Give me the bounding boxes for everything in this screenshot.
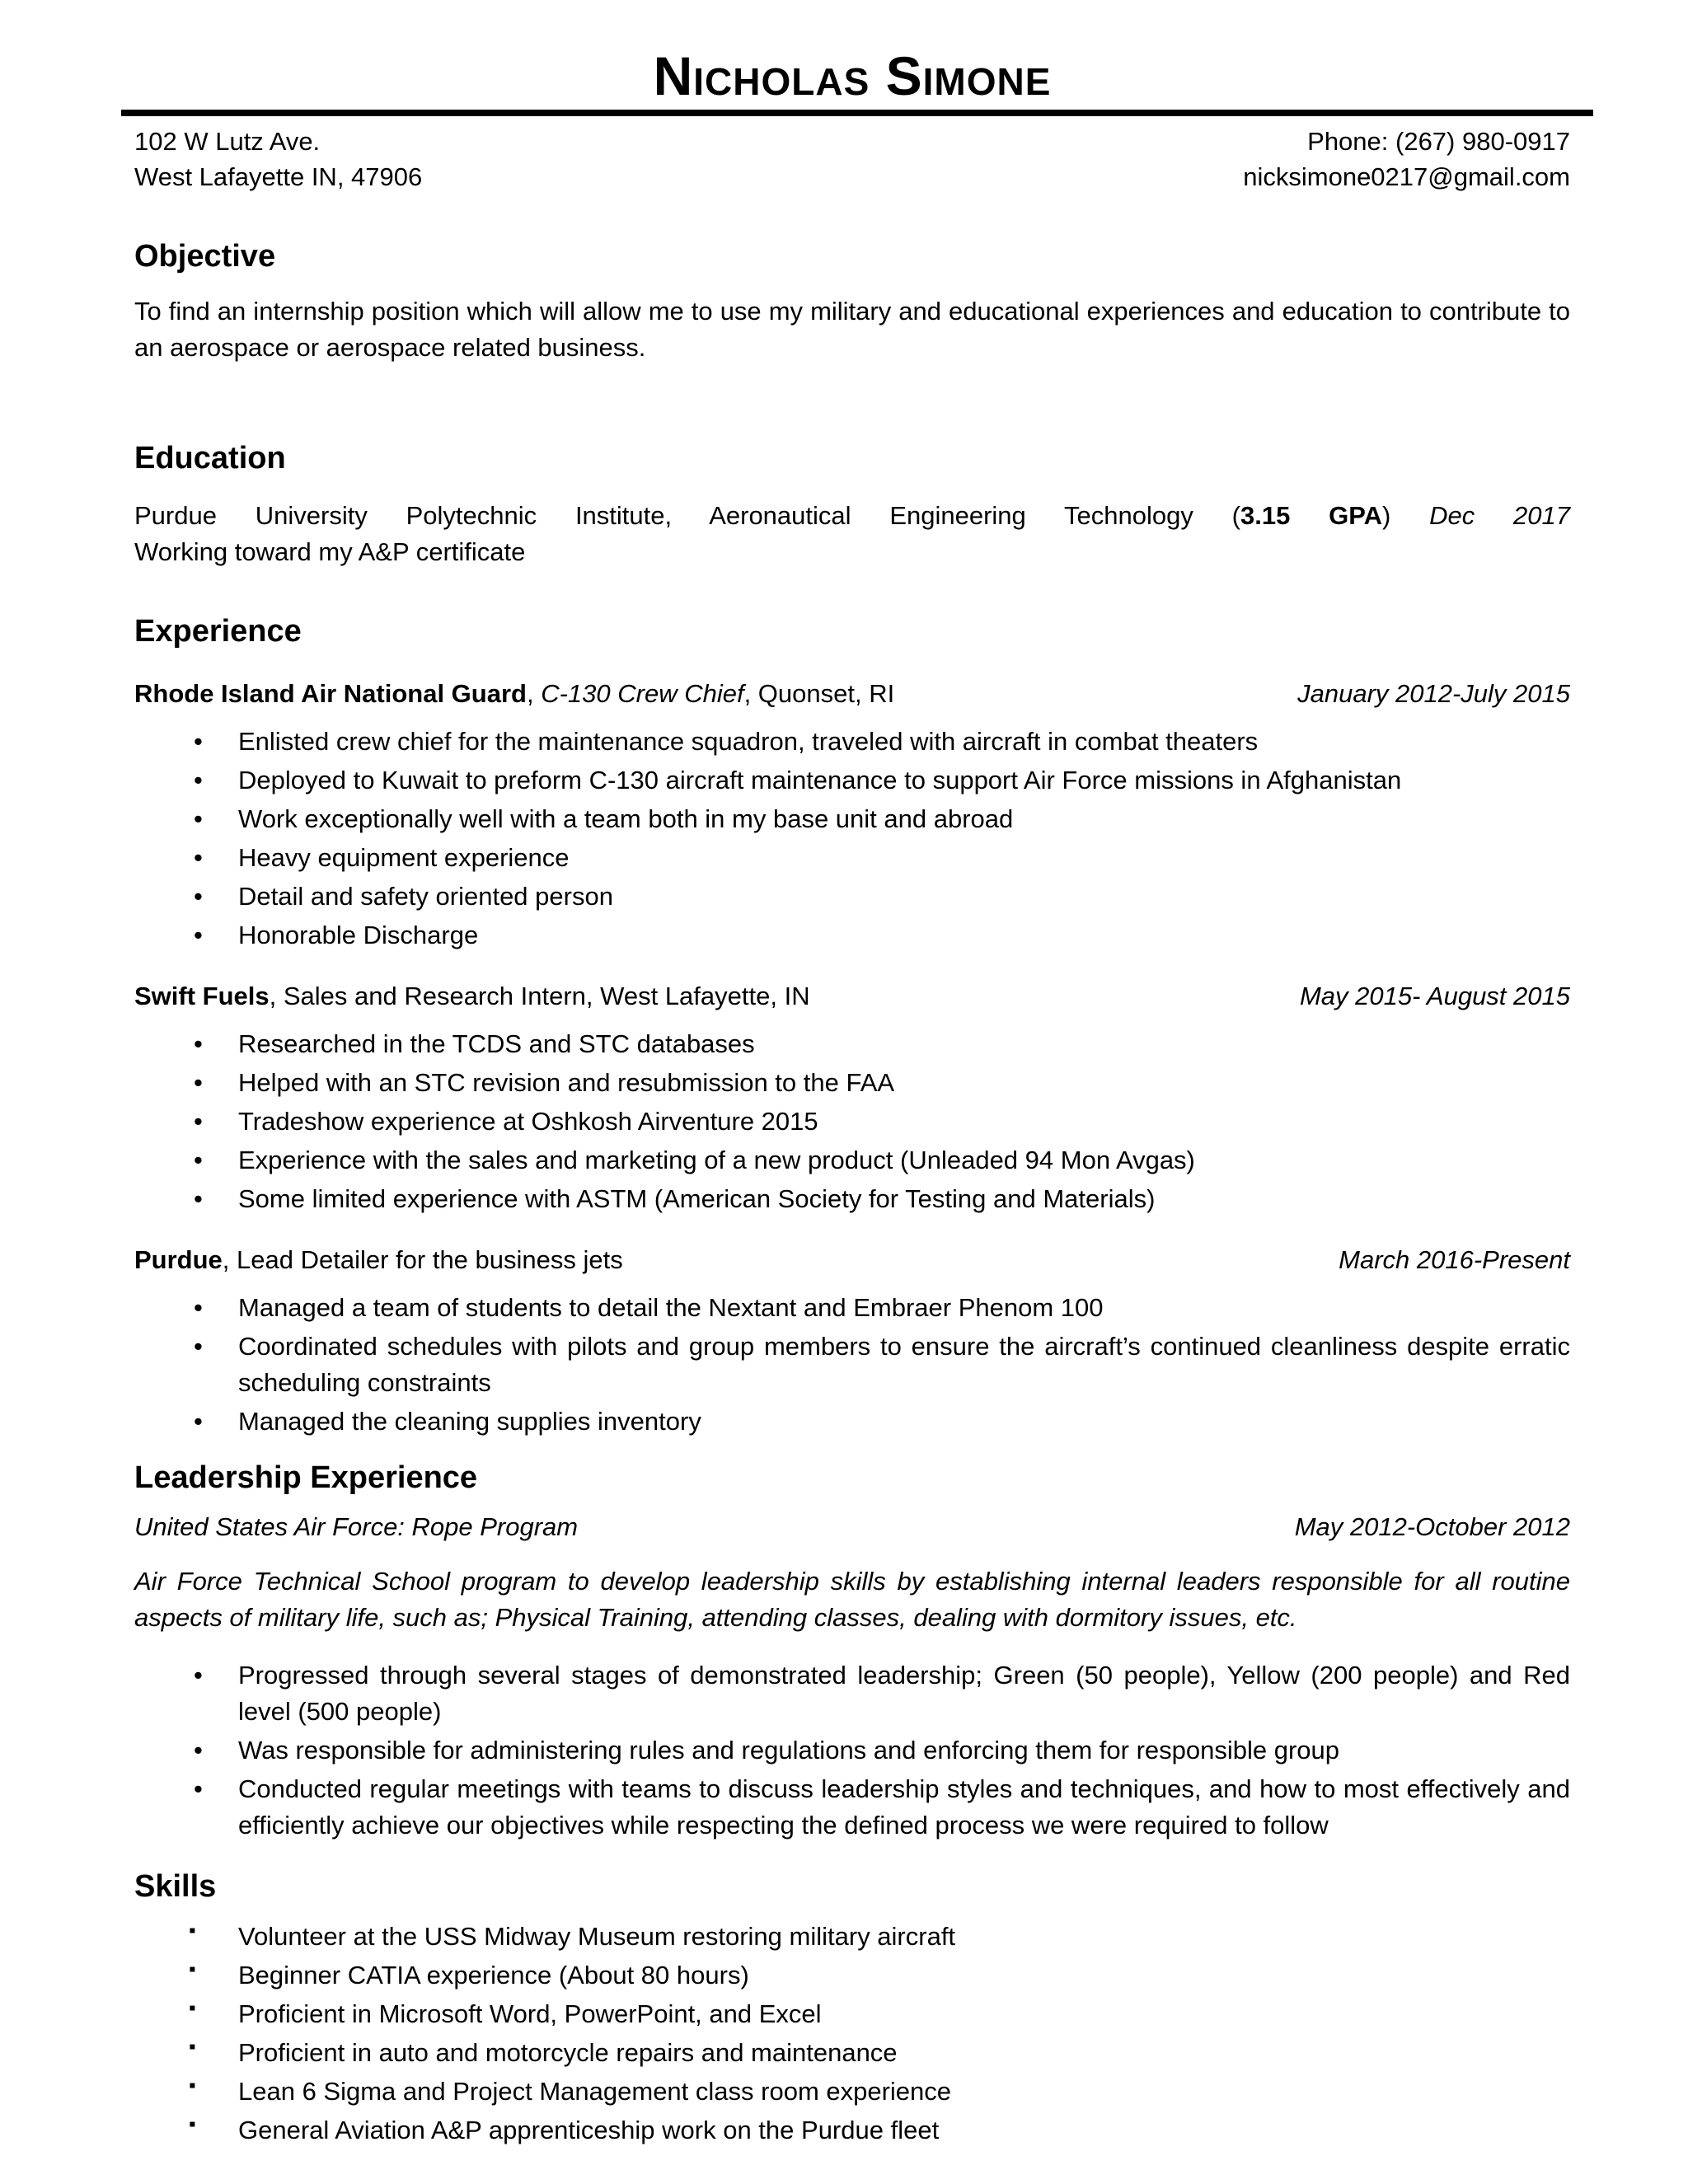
degree-close: ): [1381, 501, 1430, 531]
separator: ,: [526, 678, 542, 708]
contact-block: [134, 124, 1570, 195]
job-dates: March 2016-Present: [1339, 1244, 1570, 1274]
separator: ,: [222, 1244, 237, 1274]
bullet-item: ▪ Beginner CATIA experience (About 80 hours): [134, 1957, 1570, 1994]
job-dates: May 2015- August 2015: [1299, 981, 1570, 1010]
employer-name: Rhode Island Air National Guard: [134, 678, 527, 708]
education-certificate-line: Working toward my A&P certificate: [134, 537, 526, 567]
bullet-item: • Progressed through several stages of demonstrated leadership; Green (50 people), Yellow (200 people) and Red level (500 people): [134, 1657, 1570, 1730]
leadership-program-line: [134, 1509, 1570, 1545]
job-role: C-130 Crew Chief: [541, 678, 744, 708]
bullet-item: • Experience with the sales and marketing of a new product (Unleaded 94 Mon Avgas): [134, 1142, 1570, 1179]
graduation-date: Dec 2017: [1429, 501, 1570, 531]
bullet-item: • Detail and safety oriented person: [134, 879, 1570, 915]
bullet-item: • Helped with an STC revision and resubmission to the FAA: [134, 1065, 1570, 1101]
job-header-purdue: [134, 1242, 1570, 1278]
bullet-item: • Managed a team of students to detail the Nextant and Embraer Phenom 100: [134, 1290, 1570, 1326]
separator: ,: [269, 981, 284, 1010]
experience-heading: Experience: [134, 614, 302, 649]
person-name: Nicholas Simone: [653, 45, 1052, 106]
section-objective: [134, 238, 1570, 367]
job-dates: January 2012-July 2015: [1297, 678, 1570, 708]
section-leadership: [134, 1460, 1570, 1844]
bullet-item: ▪ Lean 6 Sigma and Project Management class room experience: [134, 2074, 1570, 2110]
job-location: , Quonset, RI: [743, 678, 895, 708]
education-heading: Education: [134, 441, 286, 476]
job-title-line: [134, 676, 894, 712]
email-address: nicksimone0217@gmail.com: [1243, 162, 1570, 192]
job-bullet-list: [134, 1290, 1570, 1440]
bullet-item: • Tradeshow experience at Oshkosh Airventure 2015: [134, 1104, 1570, 1140]
bullet-item: ▪ Proficient in auto and motorcycle repairs and maintenance: [134, 2035, 1570, 2071]
job-location: Sales and Research Intern, West Lafayette, IN: [283, 981, 810, 1010]
bullet-item: • Was responsible for administering rules and regulations and enforcing them for responsible group: [134, 1732, 1570, 1769]
bullet-item: • Work exceptionally well with a team both in my base unit and abroad: [134, 801, 1570, 837]
leadership-heading: Leadership Experience: [134, 1460, 478, 1495]
bullet-item: • Researched in the TCDS and STC databases: [134, 1026, 1570, 1062]
job-title-line: [134, 1242, 623, 1278]
job-bullet-list: [134, 724, 1570, 954]
bullet-item: • Managed the cleaning supplies inventory: [134, 1404, 1570, 1440]
education-degree-line: [134, 498, 1570, 534]
job-title-line: [134, 978, 810, 1015]
section-skills: [134, 1868, 1570, 2149]
bullet-item: • Heavy equipment experience: [134, 840, 1570, 876]
job-header-swift-fuels: [134, 978, 1570, 1015]
employer-name: Purdue: [134, 1244, 223, 1274]
objective-text: To find an internship position which will allow me to use my military and educational experiences and education to contribute to an aerospace or aerospace related business.: [134, 297, 1570, 363]
job-header-rhode-island: [134, 676, 1570, 712]
skills-bullet-list: [134, 1919, 1570, 2149]
phone-number: Phone: (267) 980-0917: [1307, 127, 1570, 157]
address-line-2: West Lafayette IN, 47906: [134, 162, 423, 192]
objective-heading: Objective: [134, 238, 276, 274]
bullet-item: • Honorable Discharge: [134, 917, 1570, 954]
leadership-description: Air Force Technical School program to develop leadership skills by establishing internal leaders responsible for all routine aspects of military life, such as; Physical Training, attending classes, dealing with dormitory issues, etc.: [134, 1566, 1570, 1632]
bullet-item: • Coordinated schedules with pilots and group members to ensure the aircraft’s continued cleanliness despite erratic scheduling constraints: [134, 1329, 1570, 1401]
header-divider: [121, 110, 1593, 116]
employer-name: Swift Fuels: [134, 981, 270, 1010]
gpa-value: 3.15 GPA: [1240, 501, 1382, 531]
program-name: United States Air Force: Rope Program: [134, 1511, 579, 1541]
bullet-item: • Deployed to Kuwait to preform C-130 aircraft maintenance to support Air Force missions in Afghanistan: [134, 762, 1570, 799]
bullet-item: • Conducted regular meetings with teams to discuss leadership styles and techniques, and how to most effectively and efficiently achieve our objectives while respecting the defined process we were required to follow: [134, 1771, 1570, 1844]
bullet-item: ▪ General Aviation A&P apprenticeship work on the Purdue fleet: [134, 2112, 1570, 2149]
address-block: [134, 124, 422, 195]
bullet-item: ▪ Proficient in Microsoft Word, PowerPoint, and Excel: [134, 1996, 1570, 2032]
resume-header: [134, 45, 1570, 195]
section-education: [134, 440, 1570, 570]
phone-email-block: [1243, 124, 1570, 195]
skills-heading: Skills: [134, 1868, 217, 1904]
bullet-item: • Enlisted crew chief for the maintenance squadron, traveled with aircraft in combat theaters: [134, 724, 1570, 760]
program-dates: May 2012-October 2012: [1294, 1511, 1570, 1541]
job-bullet-list: [134, 1026, 1570, 1217]
address-line-1: 102 W Lutz Ave.: [134, 127, 321, 157]
leadership-bullet-list: [134, 1657, 1570, 1844]
job-location: Lead Detailer for the business jets: [237, 1244, 623, 1274]
section-experience: [134, 613, 1570, 1440]
bullet-item: • Some limited experience with ASTM (American Society for Testing and Materials): [134, 1181, 1570, 1217]
bullet-item: ▪ Volunteer at the USS Midway Museum restoring military aircraft: [134, 1919, 1570, 1955]
degree-text: Purdue University Polytechnic Institute, Aeronautical Engineering Technology (: [134, 501, 1240, 531]
